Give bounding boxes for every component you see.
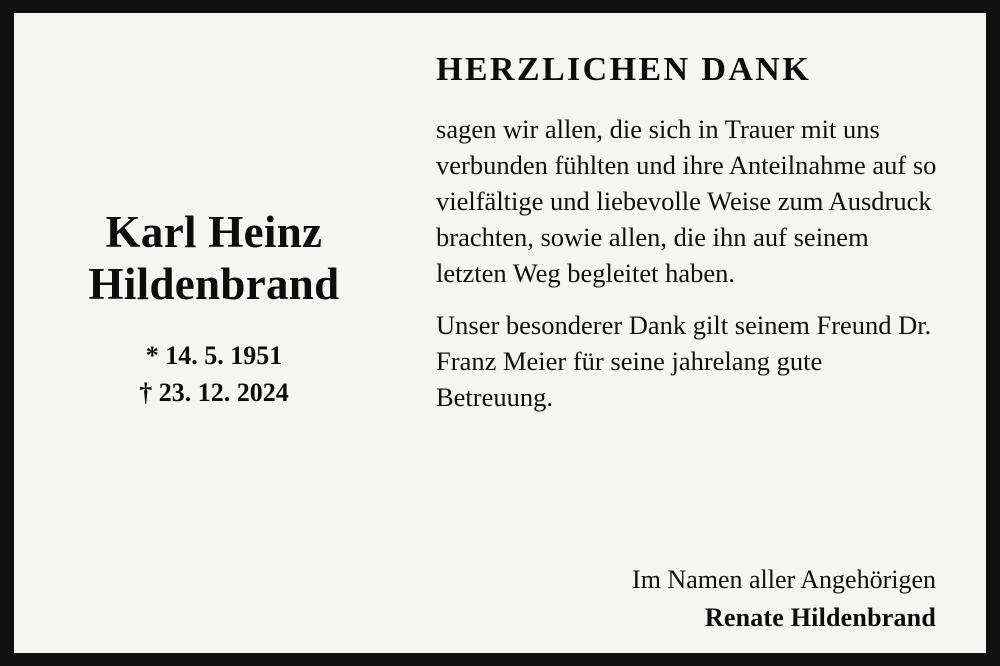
closing-signature: Renate Hildenbrand	[704, 603, 936, 633]
thanks-column	[414, 13, 986, 653]
deceased-name	[89, 206, 340, 310]
death-date: † 23. 12. 2024	[139, 378, 289, 408]
thanks-heading: HERZLICHEN DANK	[436, 51, 812, 88]
notice-inner-panel	[14, 13, 986, 653]
deceased-dates	[139, 337, 289, 412]
deceased-column	[14, 13, 414, 653]
deceased-name-line-1: Karl Heinz	[105, 207, 323, 258]
thanks-paragraph-1: sagen wir allen, die sich in Trauer mit uns verbunden fühlten und ihre Anteilnahme auf so vielfältige und liebevolle Weise zum Ausdruck brachten, sowie allen, die ihn auf seinem letzten Weg begleitet haben.	[436, 114, 937, 289]
thanks-paragraph-2: Unser besonderer Dank gilt seinem Freund Dr. Franz Meier für seine jahrelang gute Betreuung.	[436, 310, 932, 413]
closing-block	[436, 563, 942, 635]
deceased-name-line-2: Hildenbrand	[88, 259, 340, 310]
birth-date: * 14. 5. 1951	[145, 340, 283, 370]
closing-line: Im Namen aller Angehörigen	[632, 565, 936, 595]
